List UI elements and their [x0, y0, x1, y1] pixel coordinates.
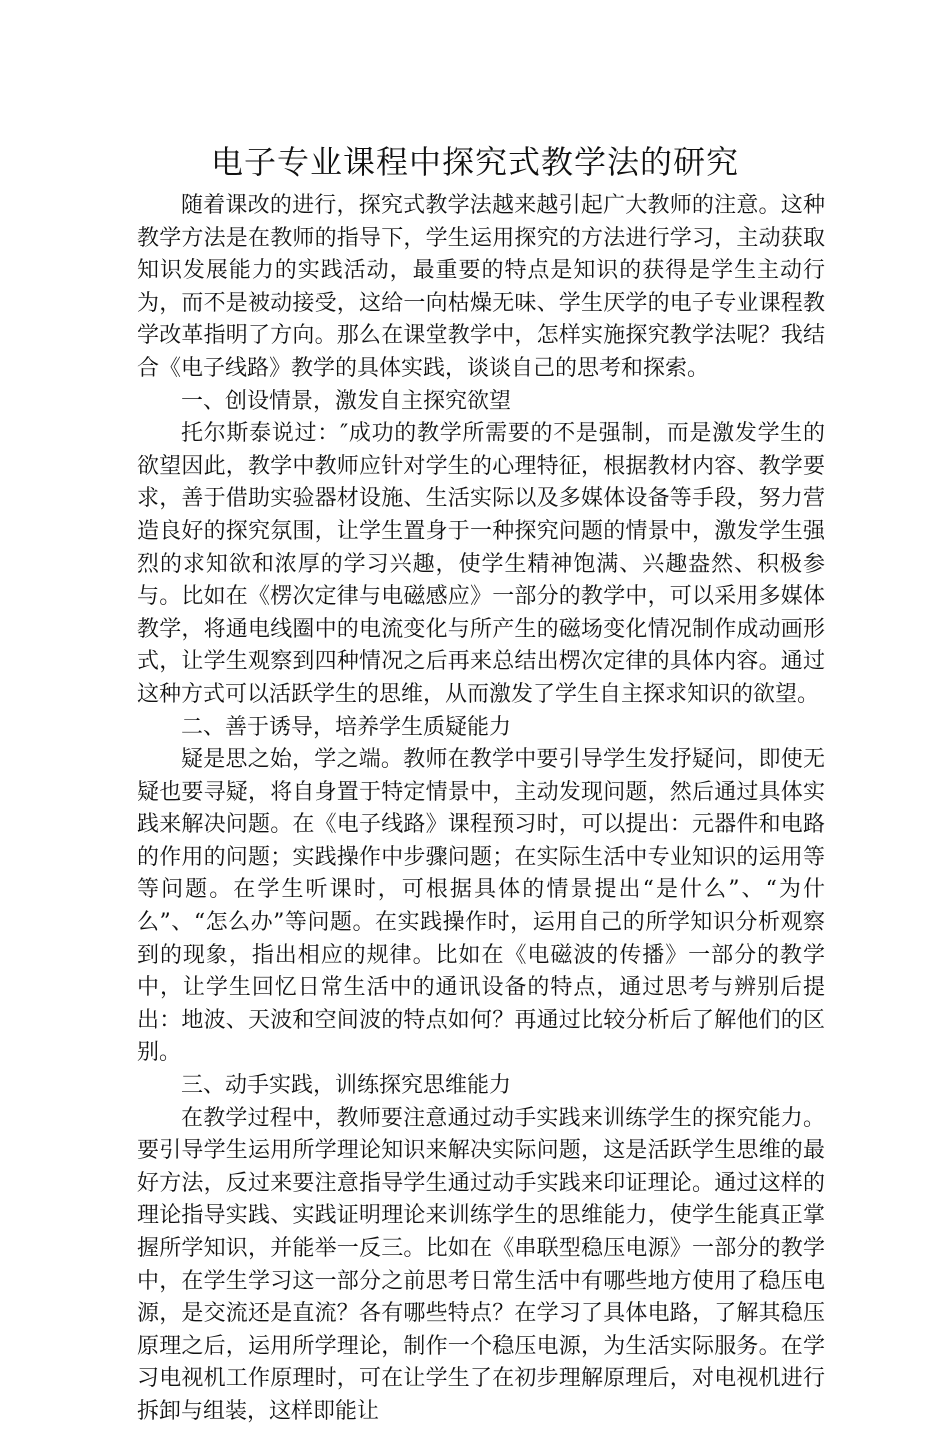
paragraph-section-3: 在教学过程中，教师要注意通过动手实践来训练学生的探究能力。要引导学生运用所学理论知识来解决实际问题，这是活跃学生思维的最好方法，反过来要注意指导学生通过动手实践来印证理论。通过这样的理论指导实践、实践证明理论来训练学生的思维能力，使学生能真正掌握所学知识，并能举一反三。比如在《串联型稳压电源》一部分的教学中，在学生学习这一部分之前思考日常生活中有哪些地方使用了稳压电源，是交流还是直流？各有哪些特点？在学习了具体电路，了解其稳压原理之后，运用所学理论，制作一个稳压电源，为生活实际服务。在学习电视机工作原理时，可在让学生了在初步理解原理后，对电视机进行拆卸与组装，这样即能让: [137, 1105, 825, 1424]
document-body: [137, 190, 825, 1429]
section-heading-1: 一、创设情景，激发自主探究欲望: [181, 388, 512, 414]
document-title: 电子专业课程中探究式教学法的研究: [210, 143, 739, 181]
section-heading-3: 三、动手实践，训练探究思维能力: [181, 1073, 512, 1099]
paragraph-section-2: 疑是思之始，学之端。教师在教学中要引导学生发抒疑问，即使无疑也要寻疑，将自身置于特定情景中，主动发现问题，然后通过具体实践来解决问题。在《电子线路》课程预习时，可以提出：元器件和电路的作用的问题；实践操作中步骤问题；在实际生活中专业知识的运用等等问题。在学生听课时，可根据具体的情景提出“是什么”、“为什么”、“怎么办”等问题。在实践操作时，运用自己的所学知识分析观察到的现象，指出相应的规律。比如在《电磁波的传播》一部分的教学中，让学生回忆日常生活中的通讯设备的特点，通过思考与辨别后提出：地波、天波和空间波的特点如何？再通过比较分析后了解他们的区别。: [137, 747, 825, 1066]
paragraph-section-1: 托尔斯泰说过：″成功的教学所需要的不是强制，而是激发学生的欲望因此，教学中教师应针对学生的心理特征，根据教材内容、教学要求，善于借助实验器材设施、生活实际以及多媒体设备等手段，努力营造良好的探究氛围，让学生置身于一种探究问题的情景中，激发学生强烈的求知欲和浓厚的学习兴趣，使学生精神饱满、兴趣盎然、积极参与。比如在《楞次定律与电磁感应》一部分的教学中，可以采用多媒体教学，将通电线圈中的电流变化与所产生的磁场变化情况制作成动画形式，让学生观察到四种情况之后再来总结出楞次定律的具体内容。通过这种方式可以活跃学生的思维，从而激发了学生自主探求知识的欲望。: [137, 421, 825, 707]
section-heading-2: 二、善于诱导，培养学生质疑能力: [181, 714, 512, 740]
paragraph-intro: 随着课改的进行，探究式教学法越来越引起广大教师的注意。这种教学方法是在教师的指导下，学生运用探究的方法进行学习，主动获取知识发展能力的实践活动，最重要的特点是知识的获得是学生主动行为，而不是被动接受，这给一向枯燥无味、学生厌学的电子专业课程教学改革指明了方向。那么在课堂教学中，怎样实施探究教学法呢？我结合《电子线路》教学的具体实践，谈谈自己的思考和探索。: [137, 193, 825, 381]
